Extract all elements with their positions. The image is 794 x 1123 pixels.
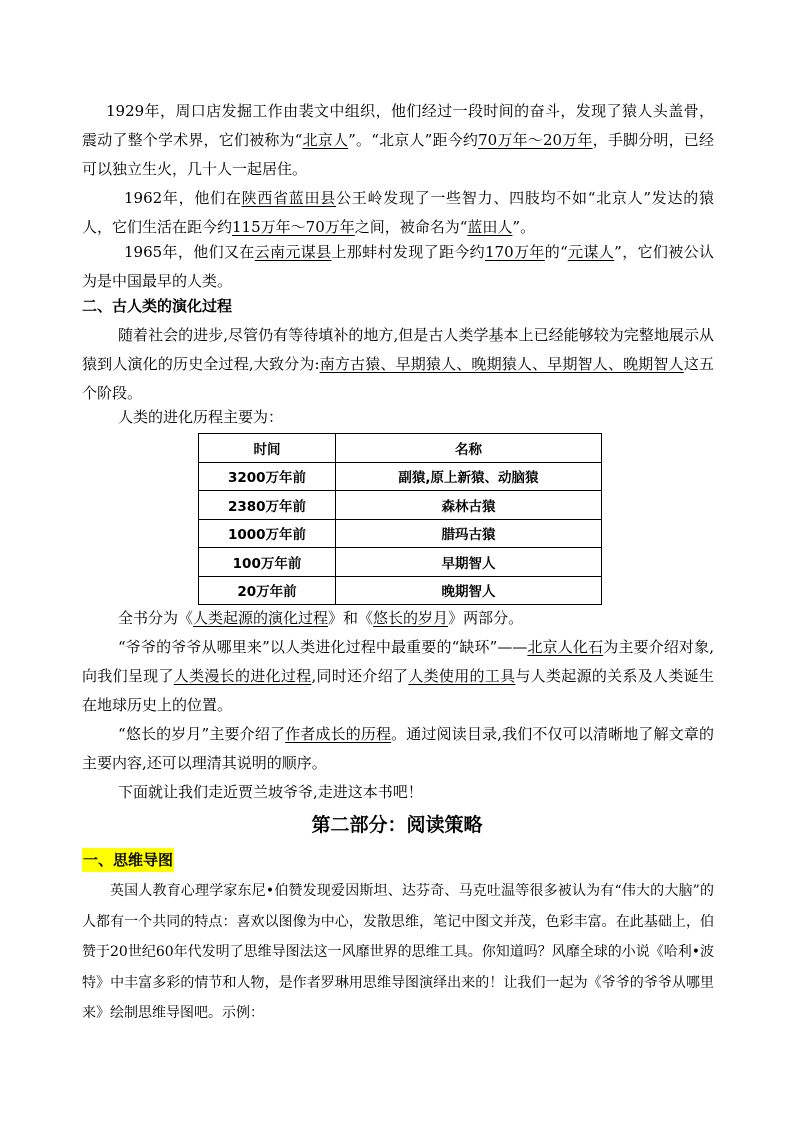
paragraph-part-one bbox=[82, 633, 714, 720]
underlined-term: 北京人 bbox=[302, 131, 349, 149]
paragraph-evolution-stages bbox=[82, 321, 714, 408]
table-row bbox=[199, 548, 602, 577]
mindmap-heading: 一、思维导图 bbox=[82, 848, 174, 872]
text-run: ”，它们被公认为是中国最早的人类。 bbox=[82, 243, 714, 290]
cell-name: 晚期智人 bbox=[336, 576, 602, 605]
table-intro: 人类的进化历程主要为： bbox=[118, 408, 284, 426]
text-run: “爷爷的爷爷从哪里来”以人类进化过程中最重要的“缺环”—— bbox=[118, 638, 528, 656]
underlined-term: 悠长的岁月 bbox=[373, 609, 449, 627]
cell-name: 早期智人 bbox=[336, 548, 602, 577]
underlined-term: 人类漫长的进化过程 bbox=[173, 667, 312, 685]
column-header-name: 名称 bbox=[336, 434, 602, 463]
text-run: 1929年，周口店发掘工作由裴文中组织，他们经过一段时间的奋斗，发现了猿人头盖骨，震动了整个学术界，它们被称为“ bbox=[82, 102, 714, 149]
text-run: ,同时还介绍了 bbox=[311, 667, 409, 685]
underlined-term: 170万年 bbox=[485, 243, 545, 261]
text-run: ”。“北京人”距今约 bbox=[348, 131, 479, 149]
cell-time: 20万年前 bbox=[199, 576, 336, 605]
table-row bbox=[199, 491, 602, 520]
underlined-term: 元谋人 bbox=[567, 243, 615, 261]
section-heading: 二、古人类的演化过程 bbox=[82, 297, 233, 315]
underlined-term: 115万年～70万年 bbox=[232, 218, 355, 236]
text-run: 1962年，他们在 bbox=[124, 189, 242, 207]
text-run: 与人类起源的关系及人类诞生在地球历史上的位置。 bbox=[82, 667, 714, 714]
cell-name: 森林古猿 bbox=[336, 491, 602, 520]
text-run: 全书分为《 bbox=[118, 609, 194, 627]
underlined-term: 南方古猿、早期猿人、晚期猿人、早期智人、晚期智人 bbox=[319, 355, 684, 373]
table-row bbox=[199, 462, 602, 491]
text-run: 》和《 bbox=[328, 609, 374, 627]
text-run: 公王岭发现了一些智力、四肢均不如“北京人”发达的猿人，它们生活在距今约 bbox=[82, 189, 714, 236]
text-run: ，手脚分明，已经可以独立生火，几十人一起居住。 bbox=[82, 131, 714, 178]
cell-time: 2380万年前 bbox=[199, 491, 336, 520]
paragraph-yuanmou-man bbox=[82, 238, 714, 296]
cell-time: 3200万年前 bbox=[199, 462, 336, 491]
text-run: 上那蚌村发现了距今约 bbox=[331, 243, 486, 261]
underlined-term: 陕西省蓝田县 bbox=[241, 189, 337, 207]
text-run: 这五个阶段。 bbox=[82, 355, 714, 402]
cell-time: 100万年前 bbox=[199, 548, 336, 577]
table-header-row bbox=[199, 434, 602, 463]
evolution-table bbox=[198, 433, 602, 605]
part-two-title: 第二部分：阅读策略 bbox=[311, 814, 483, 836]
paragraph-peking-man bbox=[82, 97, 714, 184]
table-row bbox=[199, 576, 602, 605]
table-row bbox=[199, 519, 602, 548]
paragraph-closing: 下面就让我们走近贾兰坡爷爷,走进这本书吧！ bbox=[118, 783, 423, 801]
underlined-term: 作者成长的历程 bbox=[285, 725, 392, 743]
paragraph-part-two bbox=[82, 720, 714, 778]
underlined-term: 蓝田人 bbox=[467, 218, 513, 236]
text-run: 随着社会的进步,尽管仍有等待填补的地方,但是古人类学基本上已经能够较为完整地展示从猿到人演化的历史全过程,大致分为: bbox=[82, 326, 714, 373]
paragraph-book-parts bbox=[82, 604, 714, 633]
cell-name: 腊玛古猿 bbox=[336, 519, 602, 548]
text-run: ”。 bbox=[512, 218, 536, 236]
underlined-term: 70万年～20万年 bbox=[478, 131, 593, 149]
text-run: 之间，被命名为“ bbox=[354, 218, 468, 236]
column-header-time: 时间 bbox=[199, 434, 336, 463]
paragraph-lantian-man bbox=[82, 184, 714, 242]
text-run: 为主要介绍对象,向我们呈现了 bbox=[82, 638, 714, 685]
text-run: “悠长的岁月”主要介绍了 bbox=[118, 725, 286, 743]
text-run: 1965年，他们又在 bbox=[124, 243, 255, 261]
underlined-term: 北京人化石 bbox=[527, 638, 604, 656]
paragraph-mindmap-intro: 英国人教育心理学家东尼•伯赞发现爱因斯坦、达芬奇、马克吐温等很多被认为有“伟大的大脑”的人都有一个共同的特点：喜欢以图像为中心，发散思维，笔记中图文并茂，色彩丰富。在此基础上，伯赞于20世纪60年代发明了思维导图法这一风靡世界的思维工具。你知道吗？风靡全球的小说《哈利•波特》中丰富多彩的情节和人物，是作者罗琳用思维导图演绎出来的！让我们一起为《爷爷的爷爷从哪里来》绘制思维导图吧。示例： bbox=[82, 883, 714, 1021]
text-run: 》两部分。 bbox=[448, 609, 524, 627]
cell-time: 1000万年前 bbox=[199, 519, 336, 548]
text-run: 。通过阅读目录,我们不仅可以清晰地了解文章的主要内容,还可以理清其说明的顺序。 bbox=[82, 725, 714, 772]
underlined-term: 人类使用的工具 bbox=[408, 667, 516, 685]
underlined-term: 云南元谋县 bbox=[254, 243, 332, 261]
text-run: 的“ bbox=[544, 243, 568, 261]
cell-name: 副猿,原上新猿、动脑猿 bbox=[336, 462, 602, 491]
underlined-term: 人类起源的演化过程 bbox=[193, 609, 329, 627]
